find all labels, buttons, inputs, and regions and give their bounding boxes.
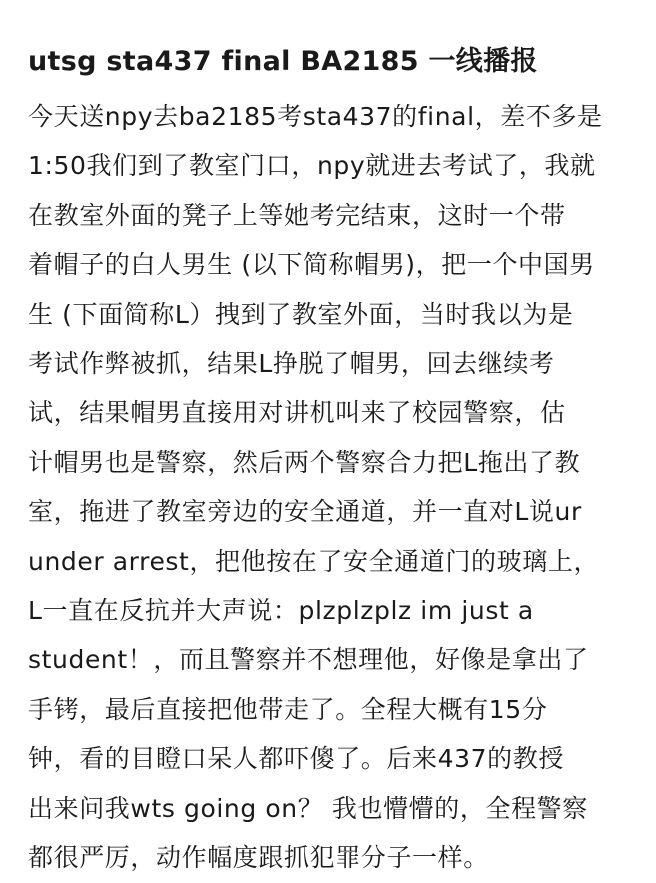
body-line: 出来问我wts going on？ 我也懵懵的，全程警察 — [28, 793, 588, 823]
body-line: 考试作弊被抓，结果L挣脱了帽男，回去继续考 — [28, 349, 555, 379]
body-line: 1:50我们到了教室门口，npy就进去考试了，我就 — [28, 151, 596, 181]
body-line: 都很严厉，动作幅度跟抓犯罪分子一样。 — [28, 843, 489, 873]
body-line: 在教室外面的凳子上等她考完结束，这时一个带 — [28, 200, 566, 230]
post-title: utsg sta437 final BA2185 一线播报 — [28, 46, 538, 77]
body-line: student！，而且警察并不想理他，好像是拿出了 — [28, 645, 589, 675]
body-line: 计帽男也是警察，然后两个警察合力把L拖出了教 — [28, 447, 581, 477]
body-line: 钟，看的目瞪口呆人都吓傻了。后来437的教授 — [28, 744, 564, 774]
post-body — [28, 92, 632, 883]
body-line: 今天送npy去ba2185考sta437的final，差不多是 — [28, 102, 603, 131]
body-line: 手铐，最后直接把他带走了。全程大概有15分 — [28, 694, 548, 724]
body-line: 室，拖进了教室旁边的安全通道，并一直对L说ur — [28, 497, 582, 527]
body-line: under arrest，把他按在了安全通道门的玻璃上， — [28, 546, 600, 576]
body-line: 试，结果帽男直接用对讲机叫来了校园警察，估 — [28, 398, 566, 428]
body-line: 生 (下面简称L）拽到了教室外面，当时我以为是 — [28, 299, 574, 329]
body-line: 着帽子的白人男生 (以下简称帽男)，把一个中国男 — [28, 250, 595, 280]
body-line: L一直在反抗并大声说：plzplzplz im just a — [28, 596, 534, 626]
